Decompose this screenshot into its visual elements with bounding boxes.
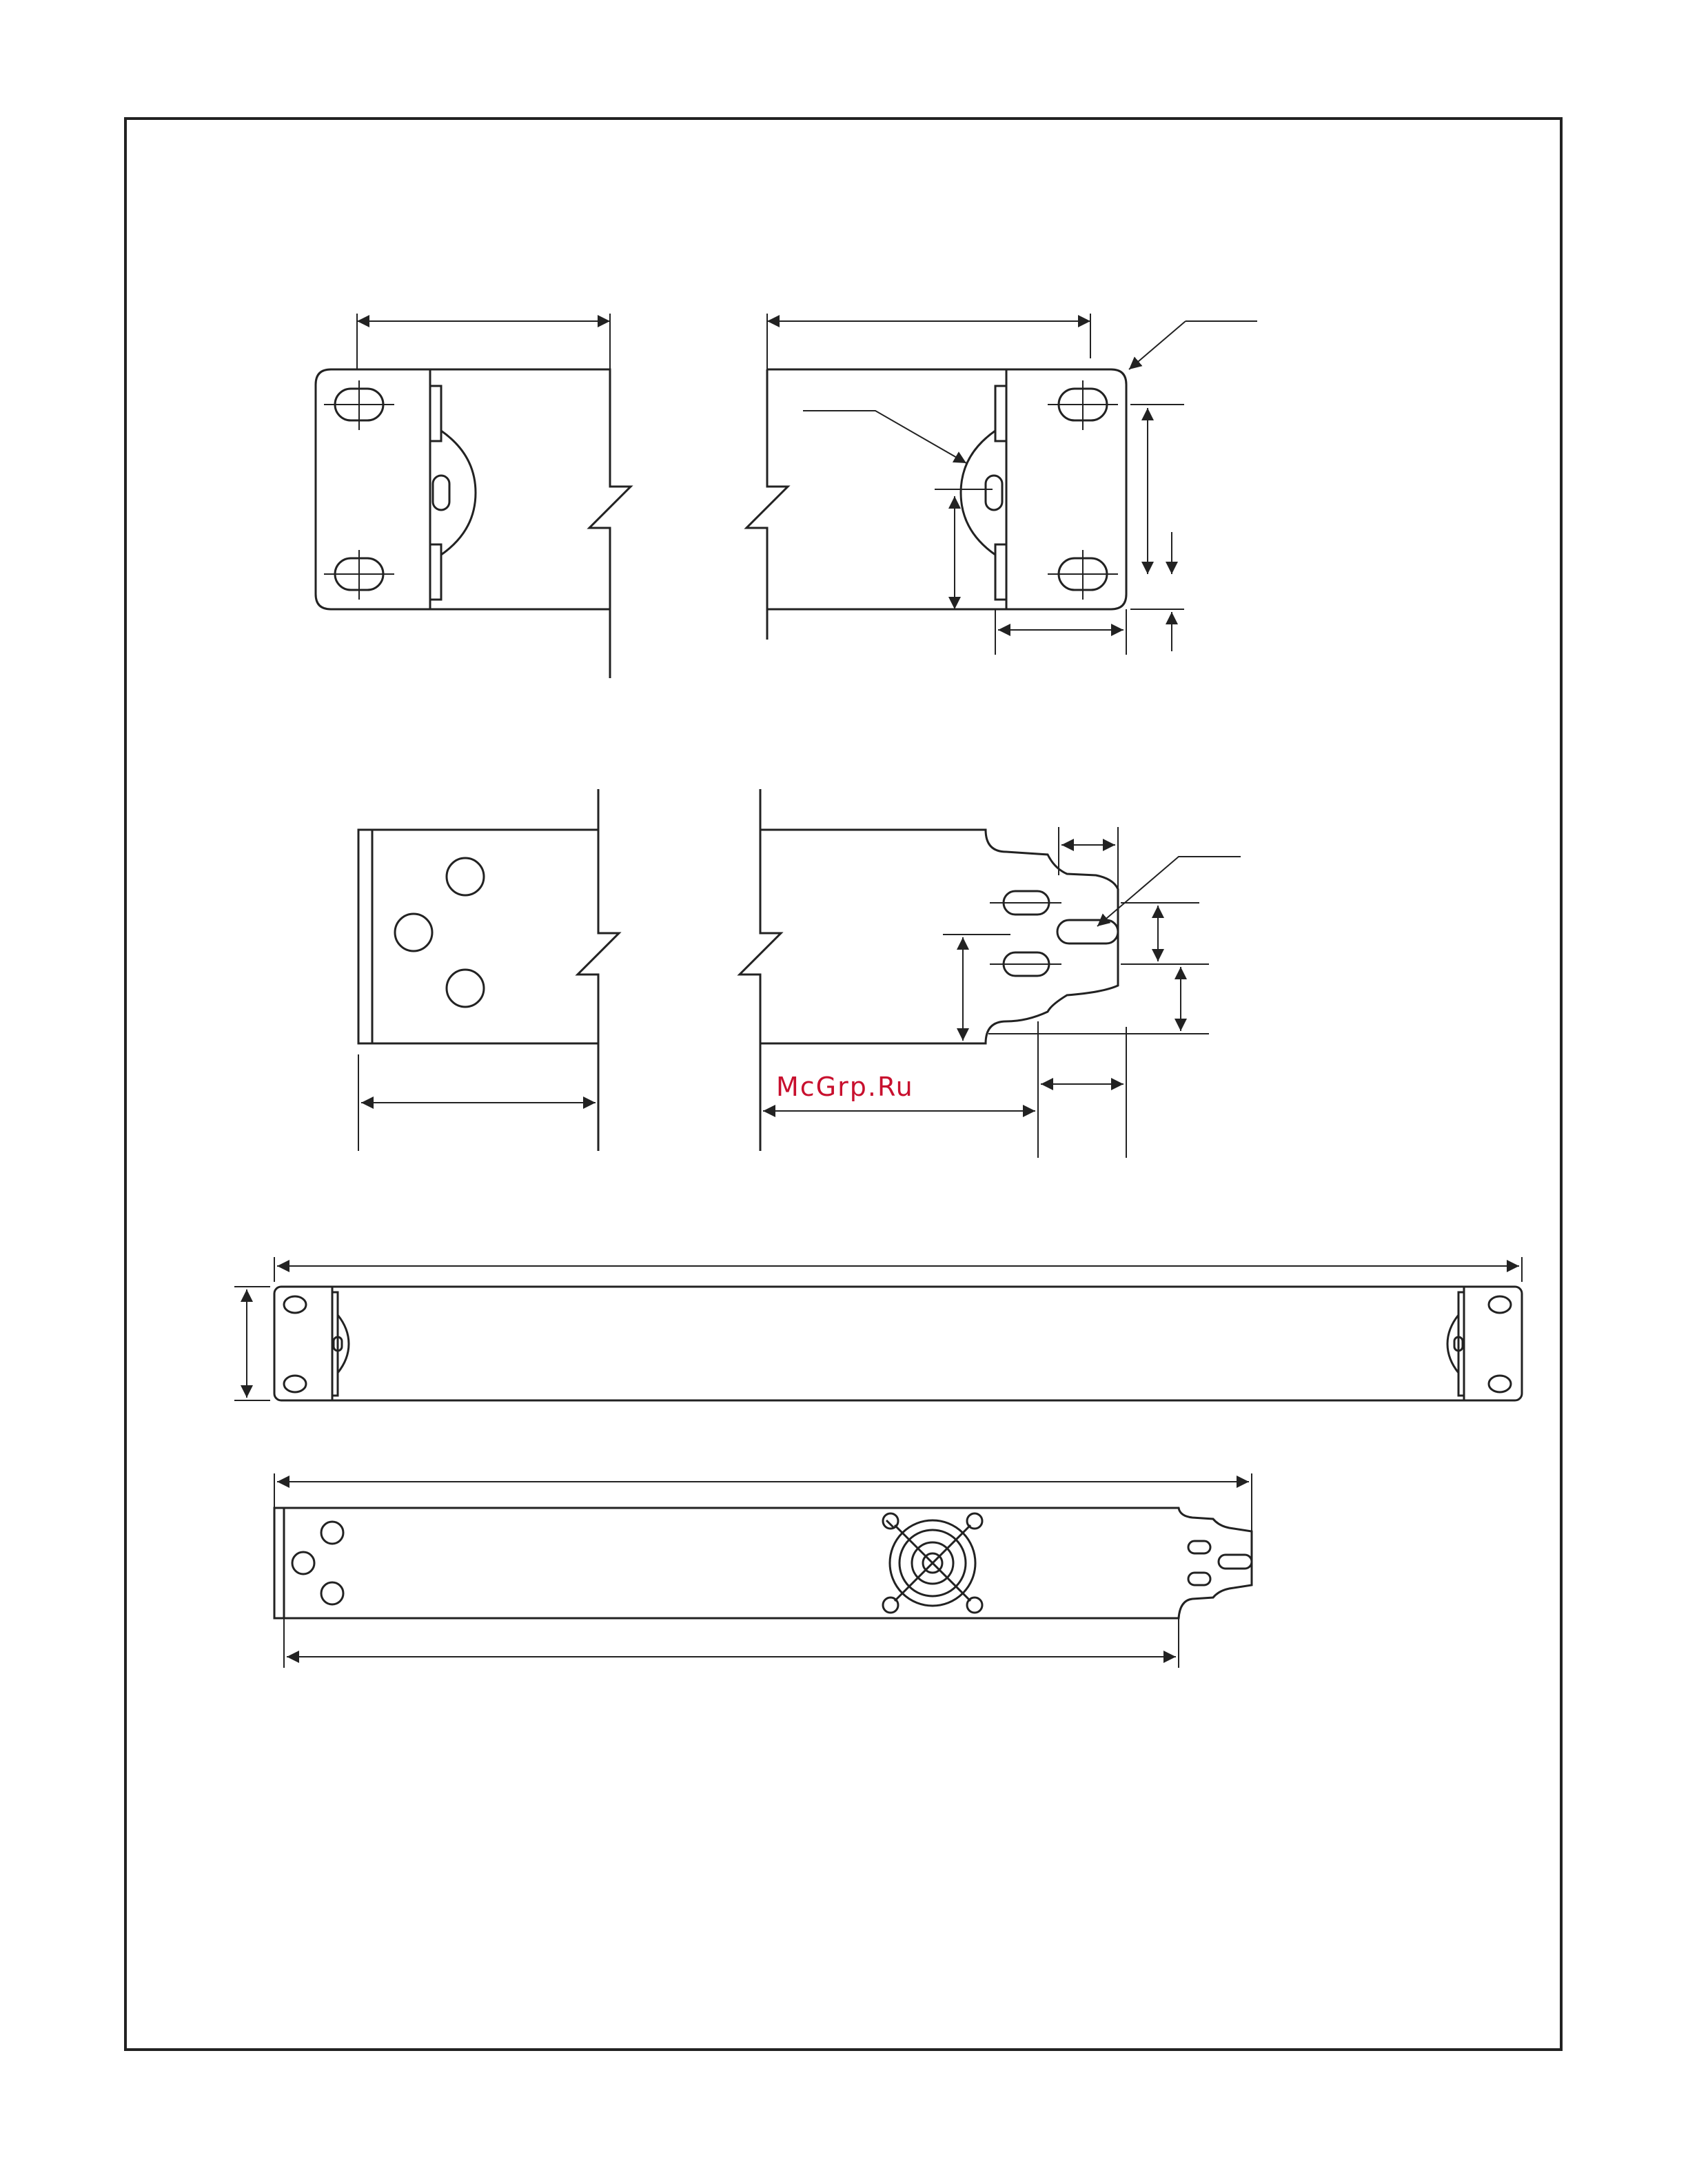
side-panel-outline — [358, 789, 619, 1151]
watermark-text: McGrp.Ru — [776, 1072, 914, 1102]
panel-outline — [274, 1287, 1522, 1400]
front-right-ear-detail — [746, 314, 1257, 655]
bracket-flange — [430, 386, 441, 441]
vent-hole — [321, 1522, 343, 1544]
top-panel-outline — [274, 1508, 1252, 1618]
bracket-flange — [430, 544, 441, 600]
top-full-view — [274, 1473, 1252, 1668]
handle-profile — [1447, 1315, 1458, 1373]
leader-line — [1129, 321, 1186, 369]
vent-hole — [447, 858, 484, 895]
vent-hole — [447, 970, 484, 1007]
vent-hole — [395, 914, 432, 951]
front-left-ear-detail — [316, 314, 631, 678]
handle-tab — [1057, 920, 1118, 943]
mounting-slot — [1489, 1376, 1511, 1392]
handle-profile — [338, 1315, 349, 1373]
bracket-flange — [995, 386, 1006, 441]
vent-hole — [292, 1552, 314, 1574]
mounting-slot — [1188, 1573, 1210, 1585]
mounting-slot — [1489, 1296, 1511, 1313]
vent-hole — [321, 1582, 343, 1604]
handle-profile — [961, 431, 995, 555]
bracket-flange — [995, 544, 1006, 600]
mounting-slot — [1188, 1541, 1210, 1553]
side-left-detail — [358, 789, 619, 1151]
mounting-slot — [284, 1296, 306, 1313]
chassis-outline — [430, 369, 631, 678]
leader-line — [803, 411, 966, 463]
rack-ear-outline — [1006, 369, 1126, 609]
mounting-slot — [284, 1376, 306, 1392]
rack-ear-outline — [316, 369, 430, 609]
front-full-view — [234, 1257, 1522, 1400]
chassis-outline — [746, 369, 1006, 640]
handle-tab — [1219, 1555, 1252, 1569]
side-right-detail — [740, 789, 1241, 1158]
handle-slot — [433, 476, 449, 510]
handle-slot — [986, 476, 1002, 510]
fan-grille-icon — [883, 1513, 982, 1613]
handle-profile — [441, 431, 476, 555]
